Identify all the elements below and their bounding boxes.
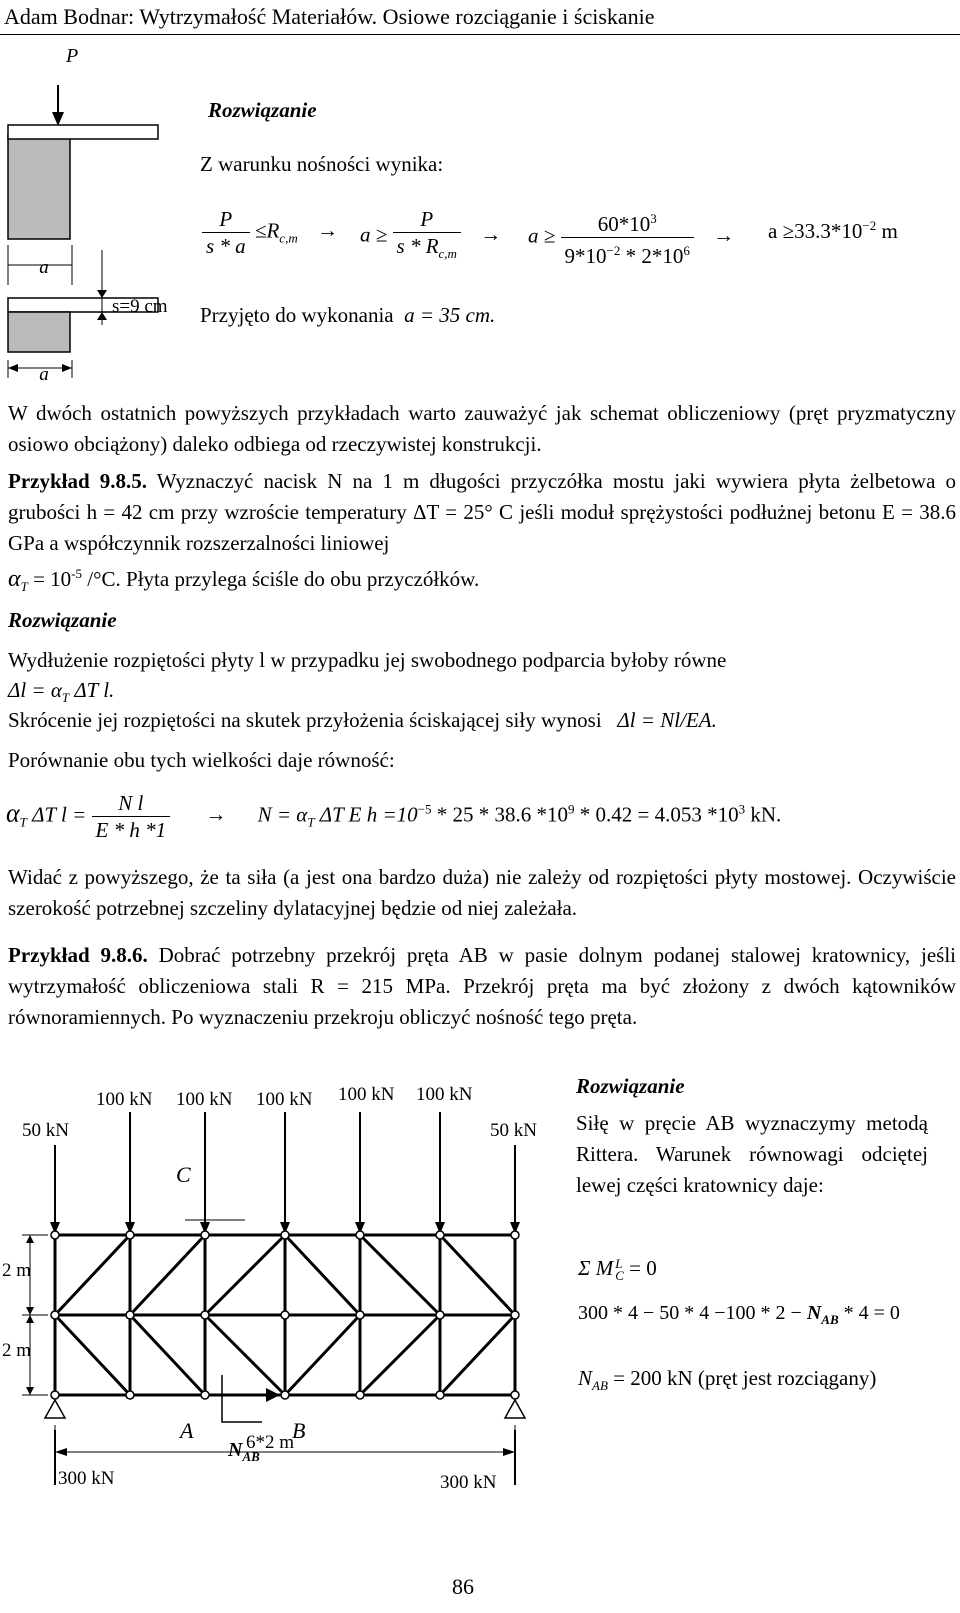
solution-intro-1: Z warunku nośności wynika: — [200, 152, 444, 176]
span-label: 6*2 m — [246, 1432, 295, 1453]
dim-a-label: a — [39, 257, 49, 278]
load-arrow-head — [52, 112, 64, 126]
adopted-line: Przyjęto do wykonania a = 35 cm. — [200, 303, 496, 327]
upper-element — [8, 135, 70, 239]
formula-4: $a \ge 33.3*10^{-2}$ m — [768, 218, 898, 243]
formula-1: $\frac{P}{s * a}$ $\le R_{c,m}$ → — [202, 206, 338, 259]
solution-5-line1: Wydłużenie rozpiętości płyty l w przypadku jej swobodnego podparcia byłoby równe — [8, 648, 727, 672]
load-label-3: 100 kN — [176, 1089, 233, 1110]
solution-5-line3: Skrócenie jej rozpiętości na skutek przyłożenia ściskającej siły wynosi Δl = Nl/EA. — [8, 708, 717, 732]
left-support — [45, 1400, 65, 1418]
solution-6-text: Siłę w pręcie AB wyznaczymy metodą Rittera. Warunek równowagi odciętej lewej części kratownicy daje: — [576, 1111, 928, 1197]
solution-6-eq1: Σ M L C = 0 — [578, 1256, 657, 1284]
load-label-6: 100 kN — [416, 1084, 473, 1105]
force-n-arrowhead — [266, 1388, 280, 1402]
dim-h2-label: 2 m — [2, 1340, 32, 1361]
formula-2: a ≥ $\frac{P}{s * R_{c,m}}$ → — [360, 207, 502, 262]
load-label-7: 50 kN — [490, 1120, 537, 1141]
paragraph-remark: W dwóch ostatnich powyższych przykładach warto zauważyć jak schemat obliczeniowy (pręt pryzmatyczny osiowo obciążony) daleko odbiega od rzeczywistej konstrukcji. — [8, 401, 956, 456]
node-b-label: B — [292, 1418, 306, 1443]
load-label-2: 100 kN — [96, 1089, 153, 1110]
dim-s-label: s=9 cm — [112, 296, 168, 317]
load-label-4: 100 kN — [256, 1089, 313, 1110]
right-support — [505, 1400, 525, 1418]
example-9-8-5: Przykład 9.8.5. Wyznaczyć nacisk N na 1 m długości przyczółka mostu jaki wywiera płyta żelbetowa o grubości h = 42 cm przy wzroście temperatury ΔT = 25° C jeśli moduł sprężystości podłużnej betonu E = 38.6 GPa a współczynnik rozszerzalności liniowej — [8, 469, 956, 555]
example-9-8-6: Przykład 9.8.6. Dobrać potrzebny przekrój pręta AB w pasie dolnym podanej stalowej kratownicy, jeśli wytrzymałość obliczeniowa stali R = 215 MPa. Przekrój pręta ma być złożony z dwóch kątowników równoramiennych. Po wyznaczeniu przekroju obliczyć nośność tego pręta. — [8, 943, 956, 1029]
solution-6-eq2: $300 * 4 - 50 * 4 -100 * 2 - N_{AB} * 4 = 0$ — [578, 1302, 900, 1327]
support-base — [8, 312, 70, 352]
node-a-label: A — [180, 1418, 194, 1443]
page-number: 86 — [452, 1574, 474, 1599]
top-plate — [8, 125, 158, 139]
reaction-left-label: 300 kN — [58, 1468, 115, 1489]
load-label-1: 50 kN — [22, 1120, 69, 1141]
alpha-line: $\alpha_T = 10^{-5}$ /°C. Płyta przylega ściśle do obu przyczółków. — [8, 566, 480, 595]
force-n-label: $N_{AB}$ — [228, 1439, 260, 1464]
solution-5-line4: Porównanie obu tych wielkości daje równość: — [8, 748, 395, 772]
equation-5: $\alpha_T$ ΔT l = $\frac{\text{N l}}{E * h *1}$ → $N = \alpha_T$ ΔT E $h =10^{-5} * 25 * 38.6$ $*10^9 * 0.42 = 4.053$ $*10^3$ kN. — [6, 791, 782, 842]
truss-figure — [0, 1070, 570, 1493]
solution-5-line2: $\Delta l = \alpha_T$ ΔT l. — [8, 678, 115, 706]
reaction-right-label: 300 kN — [440, 1472, 497, 1493]
solution-heading-1: Rozwiązanie — [208, 98, 317, 122]
load-label-5: 100 kN — [338, 1084, 395, 1105]
node-c-label: C — [176, 1162, 191, 1187]
header-rule — [0, 34, 960, 35]
bracket-figure — [0, 40, 200, 385]
page-header: Adam Bodnar: Wytrzymałość Materiałów. Osiowe rozciąganie i ściskanie — [4, 4, 655, 29]
dim-h1-label: 2 m — [2, 1260, 32, 1281]
solution-heading-6: Rozwiązanie — [576, 1074, 685, 1098]
dim-a-bottom-label: a — [39, 364, 49, 385]
formula-3: a ≥ $\frac{60*10^3}{9*10^{-2} * 2*10^6}$ → — [528, 206, 734, 269]
solution-heading-5: Rozwiązanie — [8, 608, 117, 632]
load-label: P — [66, 45, 79, 67]
solution-6-eq3: $N_{AB} = 200$ kN (pręt jest rozciągany) — [578, 1366, 877, 1394]
solution-5-conclusion: Widać z powyższego, że ta siła (a jest ona bardzo duża) nie zależy od rozpiętości płyty mostowej. Oczywiście szerokość potrzebnej szczeliny dylatacyjnej będzie od niej zależała. — [8, 865, 956, 920]
